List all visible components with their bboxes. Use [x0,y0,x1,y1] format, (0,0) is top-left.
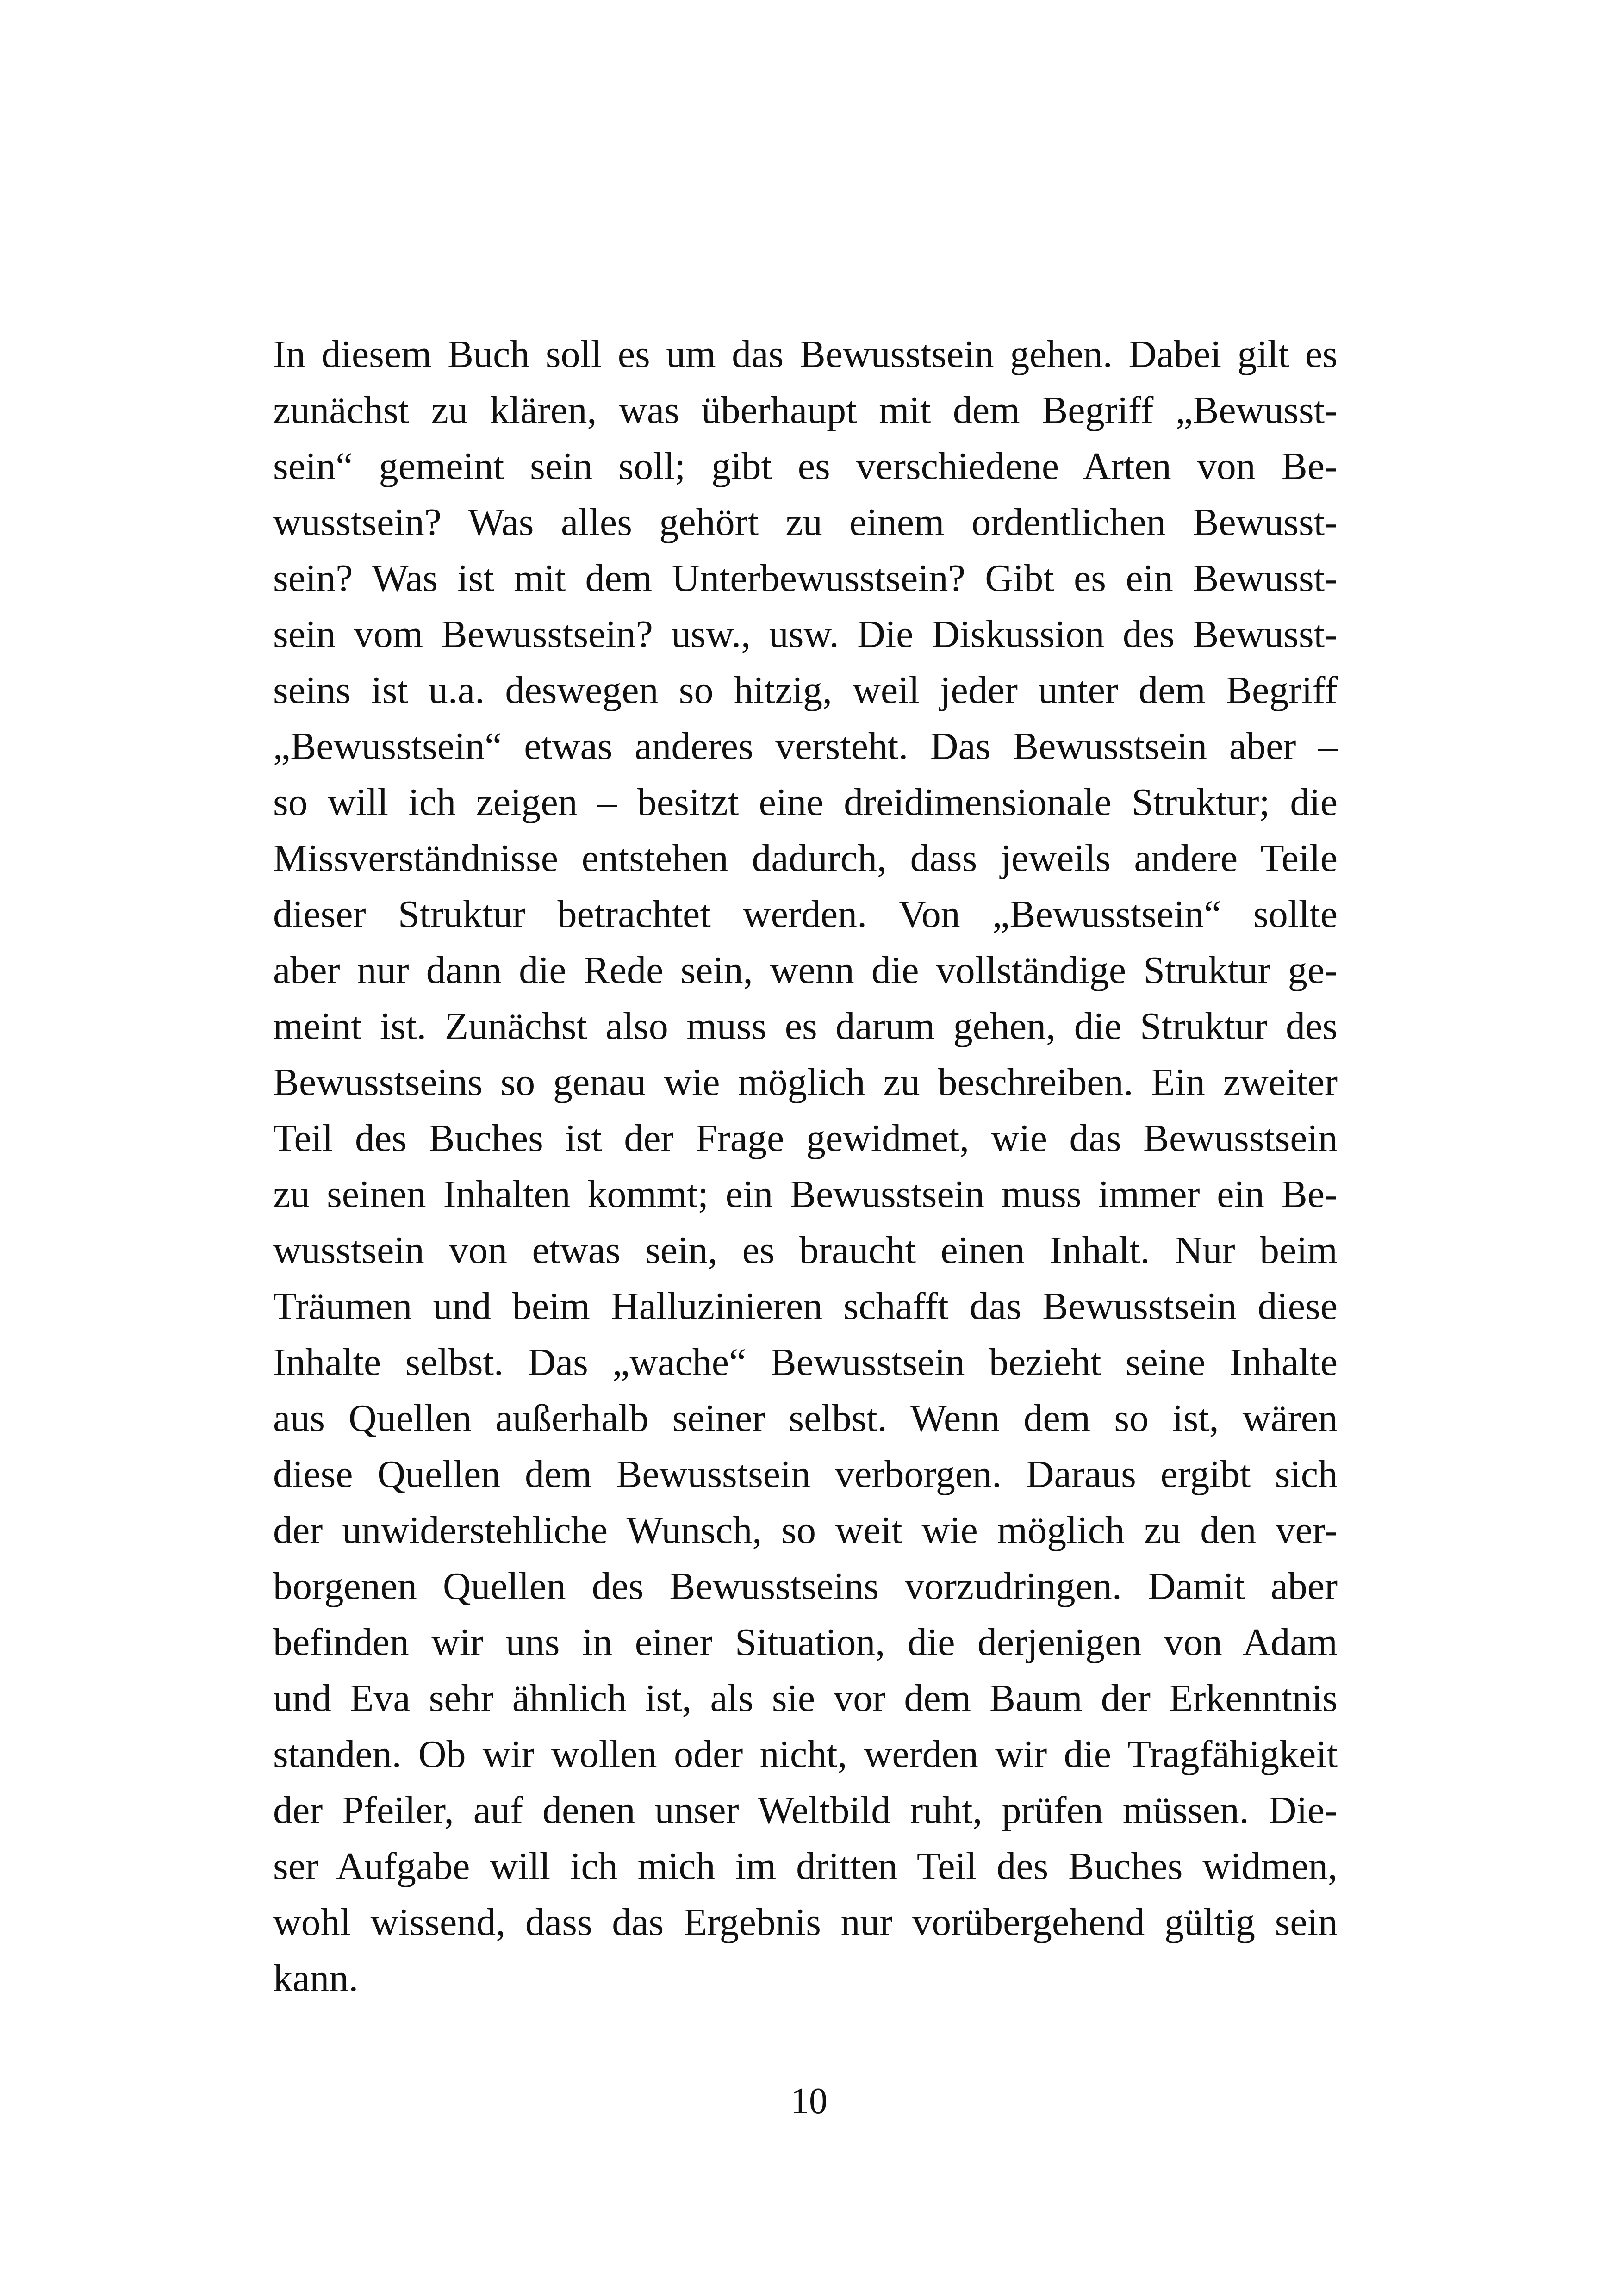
text-line: wusstsein? Was alles gehört zu einem ordentlichen Bewusst- [273,501,1338,544]
text-line: ser Aufgabe will ich mich im dritten Teil des Buches widmen, [273,1845,1338,1888]
text-line: sein“ gemeint sein soll; gibt es verschiedene Arten von Be- [273,445,1338,488]
body-paragraph [273,326,1338,2006]
text-line: standen. Ob wir wollen oder nicht, werden wir die Tragfähigkeit [273,1733,1338,1776]
text-line: der Pfeiler, auf denen unser Weltbild ruht, prüfen müssen. Die- [273,1789,1338,1832]
text-line: zu seinen Inhalten kommt; ein Bewusstsein muss immer ein Be- [273,1173,1338,1216]
text-line: befinden wir uns in einer Situation, die derjenigen von Adam [273,1621,1338,1664]
text-line: sein vom Bewusstsein? usw., usw. Die Diskussion des Bewusst- [273,613,1338,656]
text-line: wohl wissend, dass das Ergebnis nur vorübergehend gültig sein [273,1901,1338,1944]
text-line: Träumen und beim Halluzinieren schafft das Bewusstsein diese [273,1285,1338,1328]
text-line: sein? Was ist mit dem Unterbewusstsein? Gibt es ein Bewusst- [273,557,1338,600]
text-line: aber nur dann die Rede sein, wenn die vollständige Struktur ge- [273,949,1338,992]
text-line: dieser Struktur betrachtet werden. Von „Bewusstsein“ sollte [273,893,1338,936]
text-line: zunächst zu klären, was überhaupt mit dem Begriff „Bewusst- [273,389,1338,432]
text-line: und Eva sehr ähnlich ist, als sie vor dem Baum der Erkenntnis [273,1677,1338,1720]
text-line: Teil des Buches ist der Frage gewidmet, wie das Bewusstsein [273,1117,1338,1160]
text-line: In diesem Buch soll es um das Bewusstsein gehen. Dabei gilt es [273,333,1338,376]
text-line: kann. [273,1957,359,2000]
text-line: wusstsein von etwas sein, es braucht einen Inhalt. Nur beim [273,1229,1338,1272]
text-line: diese Quellen dem Bewusstsein verborgen. Daraus ergibt sich [273,1453,1338,1496]
text-line: Inhalte selbst. Das „wache“ Bewusstsein bezieht seine Inhalte [273,1341,1338,1384]
text-line: aus Quellen außerhalb seiner selbst. Wenn dem so ist, wären [273,1397,1338,1440]
text-line: meint ist. Zunächst also muss es darum gehen, die Struktur des [273,1005,1338,1048]
text-line: der unwiderstehliche Wunsch, so weit wie möglich zu den ver- [273,1509,1338,1552]
text-line: „Bewusstsein“ etwas anderes versteht. Das Bewusstsein aber – [273,725,1338,768]
text-line: Bewusstseins so genau wie möglich zu beschreiben. Ein zweiter [273,1061,1338,1104]
text-line: Missverständnisse entstehen dadurch, dass jeweils andere Teile [273,837,1338,880]
text-line: so will ich zeigen – besitzt eine dreidimensionale Struktur; die [273,781,1338,824]
text-line: borgenen Quellen des Bewusstseins vorzudringen. Damit aber [273,1565,1338,1608]
text-line: seins ist u.a. deswegen so hitzig, weil jeder unter dem Begriff [273,669,1338,712]
page-number: 10 [790,2081,828,2122]
